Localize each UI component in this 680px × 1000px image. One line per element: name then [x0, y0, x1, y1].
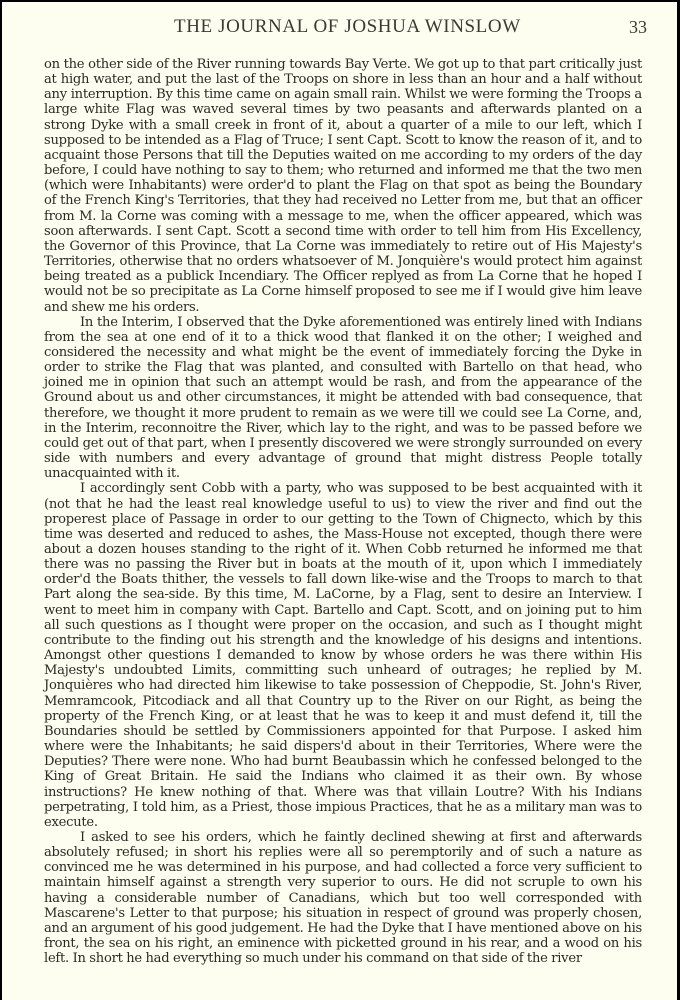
body-text	[44, 57, 642, 966]
book-page	[2, 2, 677, 1000]
paragraph: I asked to see his orders, which he faintly declined shewing at first and afterwards absolutely refused; in short his replies were all so peremptorily and of such a nature as convinced me he was determined in his purpose, and had collected a force very sufficient to maintain himself against a strength very superior to ours. He did not scruple to own his having a considerable number of Canadians, which but too well corresponded with Mascarene's Letter to that purpose; his situation in respect of ground was properly chosen, and an argument of his good judgement. He had the Dyke that I have mentioned above on his front, the sea on his right, an eminence with picketted ground in his rear, and a wood on his left. In short he had everything so much under his command on that side of the river	[44, 829, 642, 967]
paragraph: In the Interim, I observed that the Dyke aforementioned was entirely lined with Indians from the sea at one end of it to a thick wood that flanked it on the other; I weighed and considered the necessity and what might be the event of immediately forcing the Dyke in order to strike the Flag that was planted, and consulted with Bartello on that head, who joined me in opinion that such an attempt would be rash, and from the appearance of the Ground about us and other circumstances, it might be attended with bad consequence, that therefore, we thought it more prudent to remain as we were till we could see La Corne, and, in the Interim, reconnoitre the River, which lay to the right, and was to be passed before we could get out of that part, when I presently discovered we were strongly surrounded on every side with numbers and every advantage of ground that might distress People totally unacquainted with it.	[44, 314, 642, 482]
page-number: 33	[629, 17, 647, 37]
paragraph: on the other side of the River running towards Bay Verte. We got up to that part critically just at high water, and put the last of the Troops on shore in less than an hour and a half without any interruption. By this time came on again small rain. Whilst we were forming the Troops a large white Flag was waved several times by two peasants and afterwards planted on a strong Dyke with a small creek in front of it, about a quarter of a mile to our left, which I supposed to be intended as a Flag of Truce; I sent Capt. Scott to know the reason of it, and to acquaint those Persons that till the Deputies waited on me according to my orders of the day before, I could have nothing to say to them; who returned and informed me that the two men (which were Inhabitants) were order'd to plant the Flag on that spot as being the Boundary of the French King's Territories, that they had received no Letter from me, but that an officer from M. la Corne was coming with a message to me, when the officer appeared, which was soon afterwards. I sent Capt. Scott a second time with order to tell him from His Excellency, the Governor of this Province, that La Corne was immediately to retire out of His Majesty's Territories, otherwise that no orders whatsoever of M. Jonquière's would protect him against being treated as a publick Incendiary. The Officer replyed as from La Corne that he hoped I would not be so precipitate as La Corne himself proposed to see me if I would give him leave and shew me his orders.	[44, 57, 642, 315]
running-head-title: THE JOURNAL OF JOSHUA WINSLOW	[174, 16, 521, 37]
paragraph: I accordingly sent Cobb with a party, who was supposed to be best acquainted with it (not that he had the least real knowledge useful to us) to view the river and find out the properest place of Passage in order to our getting to the Town of Chignecto, which by this time was deserted and reduced to ashes, the Mass-House not excepted, though there were about a dozen houses standing to the right of it. When Cobb returned he informed me that there was no passing the River but in boats at the mouth of it, upon which I immediately order'd the Boats thither, the vessels to fall down like-wise and the Troops to march to that Part along the sea-side. By this time, M. LaCorne, by a Flag, sent to desire an Interview. I went to meet him in company with Capt. Bartello and Capt. Scott, and on joining put to him all such questions as I thought were proper on the occasion, and such as I thought might contribute to the finding out his strength and the knowledge of his designs and intentions. Amongst other questions I demanded to know by whose orders he was there within His Majesty's undoubted Limits, committing such unheard of outrages; he replied by M. Jonquières who had directed him likewise to take possession of Cheppodie, St. John's River, Memramcook, Pitcodiack and all that Country up to the River on our Right, as being the property of the French King, or at least that he was to keep it and must defend it, till the Boundaries should be settled by Commissioners appointed for that Purpose. I asked him where were the Inhabitants; he said dispers'd about in their Territories, Where were the Deputies? There were none. Who had burnt Beaubassin which he confessed belonged to the King of Great Britain. He said the Indians who claimed it as their own. By whose instructions? He knew nothing of that. Where was that villain Loutre? With his Indians perpetrating, I told him, as a Priest, those impious Practices, that he as a military man was to execute.	[44, 481, 642, 830]
running-head	[2, 16, 677, 40]
